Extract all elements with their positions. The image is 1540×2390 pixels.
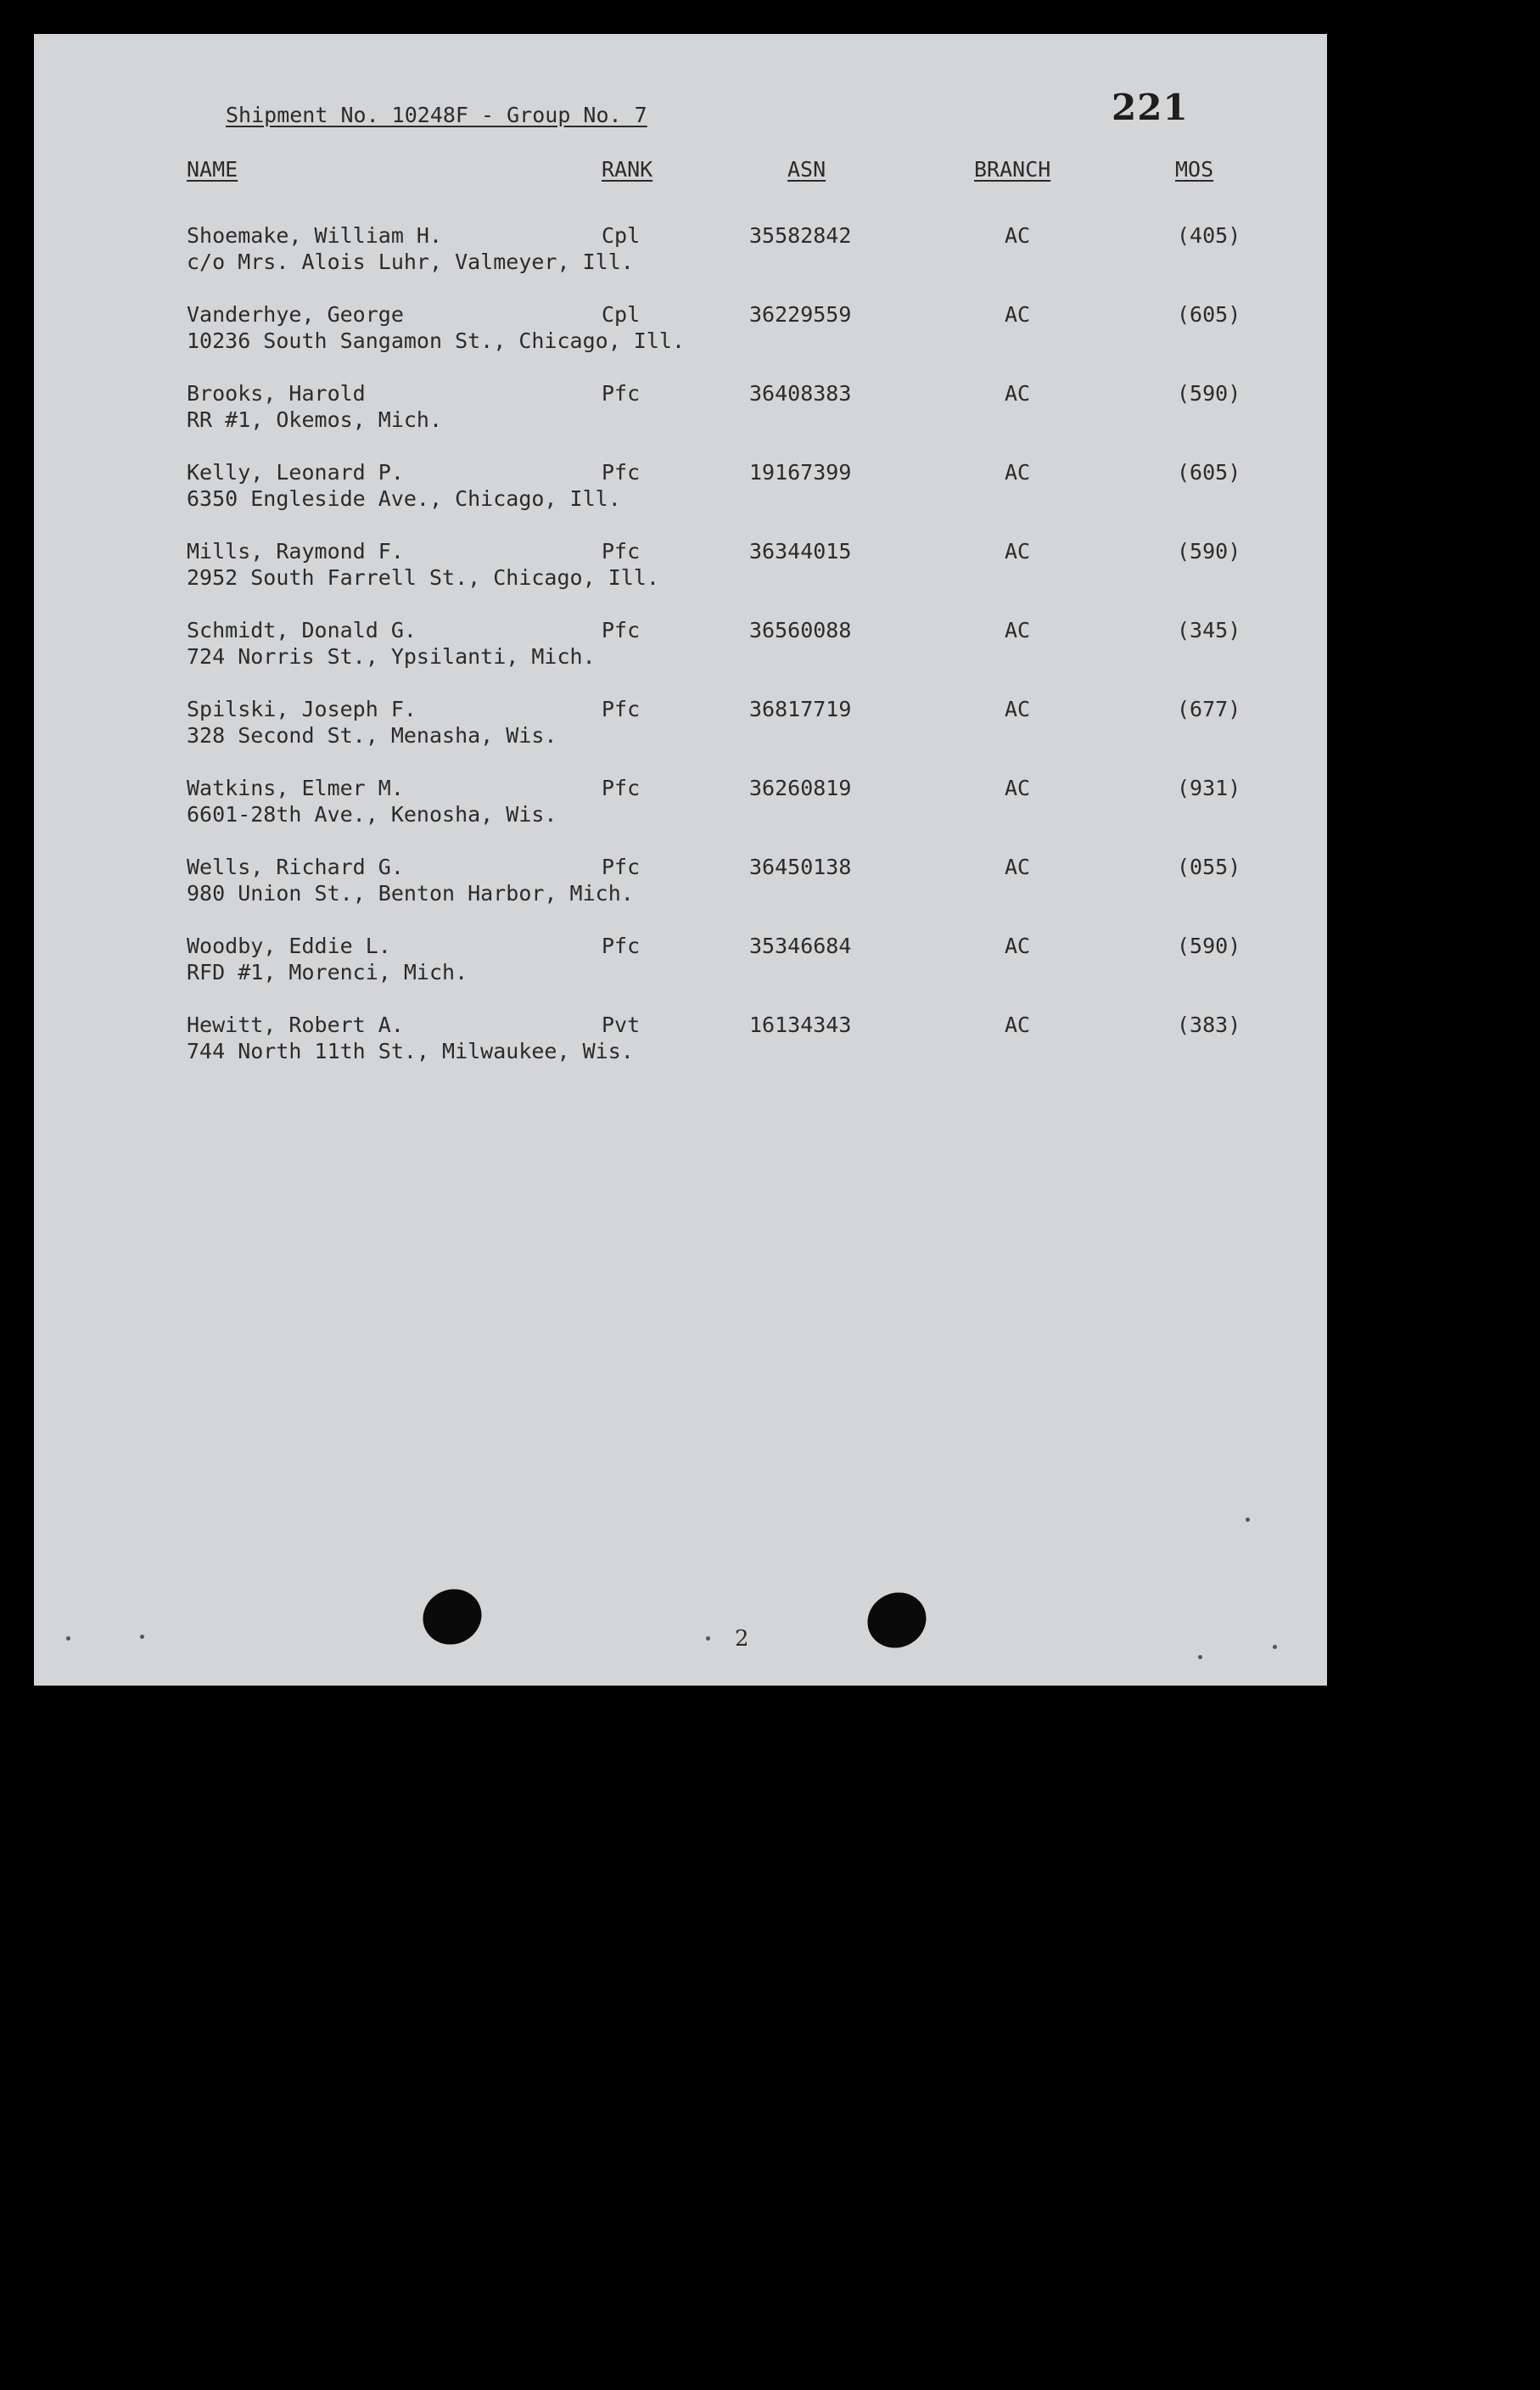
- entry-address: 6350 Engleside Ave., Chicago, Ill.: [187, 486, 621, 511]
- entry-rank: Pfc: [602, 934, 641, 958]
- entry-branch: AC: [1005, 776, 1031, 800]
- entry-address: c/o Mrs. Alois Luhr, Valmeyer, Ill.: [187, 250, 634, 274]
- entry-rank: Pvt: [602, 1013, 641, 1037]
- entry-mos: (605): [1177, 302, 1241, 327]
- entry-address: 6601-28th Ave., Kenosha, Wis.: [187, 802, 557, 827]
- entry-address: 724 Norris St., Ypsilanti, Mich.: [187, 644, 596, 669]
- entry-rank: Pfc: [602, 697, 641, 721]
- entry-asn: 36260819: [749, 776, 852, 800]
- entry-rank: Pfc: [602, 460, 641, 485]
- entry-mos: (677): [1177, 697, 1241, 721]
- entry-name: Shoemake, William H.: [187, 223, 443, 248]
- entry-asn: 36229559: [749, 302, 852, 327]
- entry-name: Kelly, Leonard P.: [187, 460, 404, 485]
- entry-branch: AC: [1005, 381, 1031, 406]
- entry-branch: AC: [1005, 697, 1031, 721]
- page-number: 221: [1112, 87, 1189, 128]
- entry-address: 10236 South Sangamon St., Chicago, Ill.: [187, 328, 685, 353]
- entry-asn: 36560088: [749, 618, 852, 642]
- entry-branch: AC: [1005, 1013, 1031, 1037]
- column-header-rank: RANK: [602, 157, 653, 182]
- entry-mos: (931): [1177, 776, 1241, 800]
- entry-branch: AC: [1005, 855, 1031, 879]
- entry-name: Schmidt, Donald G.: [187, 618, 417, 642]
- entry-asn: 36408383: [749, 381, 852, 406]
- entry-address: RFD #1, Morenci, Mich.: [187, 960, 468, 985]
- entry-mos: (345): [1177, 618, 1241, 642]
- entry-mos: (605): [1177, 460, 1241, 485]
- column-header-branch: BRANCH: [974, 157, 1051, 182]
- entry-asn: 16134343: [749, 1013, 852, 1037]
- entry-branch: AC: [1005, 460, 1031, 485]
- entry-rank: Pfc: [602, 539, 641, 564]
- entry-address: 2952 South Farrell St., Chicago, Ill.: [187, 565, 659, 590]
- entry-asn: 35346684: [749, 934, 852, 958]
- entry-address: 328 Second St., Menasha, Wis.: [187, 723, 557, 748]
- column-header-name: NAME: [187, 157, 238, 182]
- entry-rank: Cpl: [602, 223, 641, 248]
- entry-branch: AC: [1005, 618, 1031, 642]
- entry-asn: 36817719: [749, 697, 852, 721]
- entry-name: Vanderhye, George: [187, 302, 404, 327]
- column-header-mos: MOS: [1175, 157, 1214, 182]
- column-header-asn: ASN: [787, 157, 826, 182]
- entry-asn: 36344015: [749, 539, 852, 564]
- punch-hole-left: [414, 1579, 490, 1654]
- entry-rank: Cpl: [602, 302, 641, 327]
- entry-address: RR #1, Okemos, Mich.: [187, 407, 443, 432]
- entry-address: 980 Union St., Benton Harbor, Mich.: [187, 881, 634, 906]
- entry-name: Woodby, Eddie L.: [187, 934, 391, 958]
- entry-mos: (055): [1177, 855, 1241, 879]
- entry-name: Hewitt, Robert A.: [187, 1013, 404, 1037]
- entry-asn: 36450138: [749, 855, 852, 879]
- punch-hole-right: [859, 1583, 935, 1658]
- entry-rank: Pfc: [602, 855, 641, 879]
- entry-rank: Pfc: [602, 618, 641, 642]
- shipment-title: Shipment No. 10248F - Group No. 7: [226, 103, 647, 127]
- entry-mos: (383): [1177, 1013, 1241, 1037]
- entry-address: 744 North 11th St., Milwaukee, Wis.: [187, 1039, 634, 1063]
- entry-mos: (590): [1177, 539, 1241, 564]
- entry-branch: AC: [1005, 934, 1031, 958]
- entry-branch: AC: [1005, 223, 1031, 248]
- footer-page-label: 2: [735, 1626, 749, 1652]
- entry-name: Spilski, Joseph F.: [187, 697, 417, 721]
- entry-mos: (405): [1177, 223, 1241, 248]
- entry-mos: (590): [1177, 934, 1241, 958]
- entry-asn: 35582842: [749, 223, 852, 248]
- entry-rank: Pfc: [602, 776, 641, 800]
- entry-branch: AC: [1005, 302, 1031, 327]
- entry-asn: 19167399: [749, 460, 852, 485]
- entry-rank: Pfc: [602, 381, 641, 406]
- entry-mos: (590): [1177, 381, 1241, 406]
- entry-name: Wells, Richard G.: [187, 855, 404, 879]
- entry-name: Mills, Raymond F.: [187, 539, 404, 564]
- entry-name: Brooks, Harold: [187, 381, 366, 406]
- document-page: [34, 34, 1327, 1686]
- entry-branch: AC: [1005, 539, 1031, 564]
- entry-name: Watkins, Elmer M.: [187, 776, 404, 800]
